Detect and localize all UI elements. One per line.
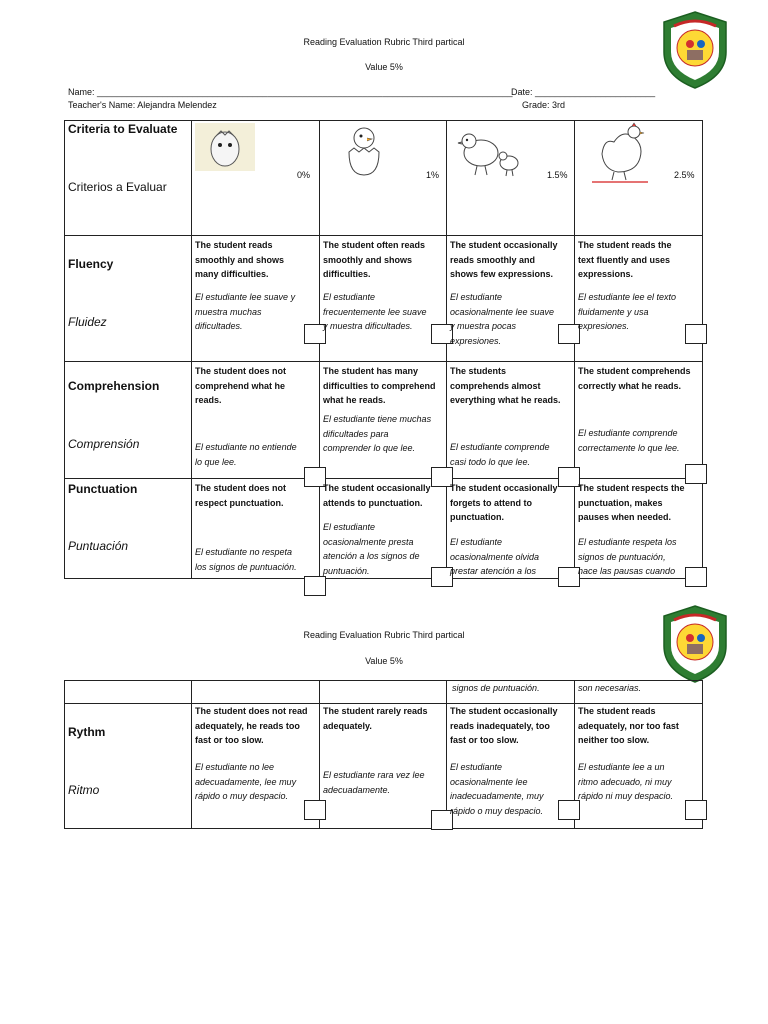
cell-line: rápido ni muy despacio. bbox=[578, 791, 674, 801]
score-checkbox[interactable] bbox=[304, 800, 326, 820]
criterion-rythm-es: Ritmo bbox=[68, 783, 100, 797]
cell-line: ocasionalmente lee bbox=[450, 776, 528, 787]
criterion-comprehension-es: Comprensión bbox=[68, 437, 140, 451]
chick-icon bbox=[457, 125, 525, 180]
cell-line: hace las pausas cuando bbox=[578, 566, 676, 576]
cell-line: El estudiante bbox=[450, 762, 503, 772]
rubric-cell-es bbox=[450, 760, 570, 818]
cell-line: adecuadamente, lee muy bbox=[195, 776, 297, 787]
cell-line: smoothly and shows bbox=[323, 254, 413, 265]
rubric-cell-es bbox=[450, 440, 570, 469]
rubric-cell-en bbox=[195, 364, 315, 408]
cell-line: The student does not bbox=[195, 366, 286, 376]
cell-line: expressions. bbox=[578, 269, 634, 279]
level-pct-0: 0% bbox=[297, 170, 311, 180]
cell-line: what he reads. bbox=[323, 395, 386, 405]
cell-line: signos de puntuación, bbox=[578, 551, 666, 562]
rubric-cell-en bbox=[323, 481, 443, 510]
cell-line: El estudiante tiene muchas bbox=[323, 414, 432, 424]
cell-line: The students bbox=[450, 366, 507, 376]
cell-line: rápido o muy despacio. bbox=[195, 791, 289, 801]
cell-line: reads smoothly and bbox=[450, 254, 536, 265]
cell-line: adequately. bbox=[323, 720, 372, 731]
cell-line: El estudiante no respeta bbox=[195, 547, 293, 557]
cell-line: The student occasionally bbox=[323, 483, 431, 493]
rubric-cell-es bbox=[578, 290, 698, 334]
rubric-cell-en bbox=[323, 364, 443, 408]
cell-line: The student respects the bbox=[578, 483, 685, 493]
cell-line: El estudiante lee a un bbox=[578, 762, 665, 772]
rubric-cell-en bbox=[195, 704, 315, 748]
rubric-table-page2 bbox=[64, 680, 703, 830]
cell-line: fast or too slow. bbox=[195, 735, 264, 745]
cell-line: ocasionalmente lee suave bbox=[450, 306, 555, 317]
cell-line: The student reads bbox=[195, 240, 273, 250]
cell-line: frecuentemente lee suave bbox=[323, 306, 427, 317]
hen-icon bbox=[592, 122, 648, 184]
cell-line: casi todo lo que lee. bbox=[450, 456, 531, 467]
cell-line: puntuación. bbox=[323, 565, 370, 576]
cell-line: The student comprehends bbox=[578, 366, 691, 376]
cell-line: respect punctuation. bbox=[195, 497, 284, 508]
rubric-cell-en bbox=[578, 481, 698, 525]
cell-line: comprender lo que lee. bbox=[323, 443, 416, 453]
cell-line: correctamente lo que lee. bbox=[578, 442, 680, 453]
document-title-page2: Reading Evaluation Rubric Third partical bbox=[303, 630, 465, 640]
cell-line: El estudiante comprende bbox=[578, 428, 678, 438]
rubric-cell-en bbox=[578, 238, 698, 282]
score-checkbox[interactable] bbox=[685, 800, 707, 820]
cell-line: fast or too slow. bbox=[450, 735, 519, 745]
date-field[interactable]: Date: ________________________ bbox=[511, 87, 656, 97]
score-checkbox[interactable] bbox=[685, 567, 707, 587]
criterion-fluency-es: Fluidez bbox=[68, 315, 107, 329]
score-checkbox[interactable] bbox=[558, 324, 580, 344]
rubric-cell-en bbox=[450, 238, 570, 282]
cell-line: attends to punctuation. bbox=[323, 497, 423, 508]
cell-line: The student often reads bbox=[323, 240, 426, 250]
cell-line: El estudiante no entiende bbox=[195, 442, 297, 452]
document-title: Reading Evaluation Rubric Third partical bbox=[303, 37, 465, 47]
criterion-fluency: Fluency bbox=[68, 257, 114, 271]
document-value-page2: Value 5% bbox=[365, 656, 403, 666]
rubric-cell-es bbox=[450, 535, 570, 579]
cell-line: prestar atención a los bbox=[450, 566, 537, 576]
cell-line: dificultades. bbox=[195, 321, 243, 331]
level-pct-1: 1% bbox=[426, 170, 440, 180]
rubric-cell-en bbox=[578, 364, 698, 393]
cell-line: El estudiante bbox=[450, 292, 503, 302]
score-checkbox[interactable] bbox=[685, 324, 707, 344]
cell-line: The student occasionally bbox=[450, 240, 558, 250]
cell-line: neither too slow. bbox=[578, 735, 650, 745]
cell-line: correctly what he reads. bbox=[578, 380, 682, 391]
cell-line: inadecuadamente, muy bbox=[450, 791, 544, 801]
cell-line: El estudiante bbox=[450, 537, 503, 547]
rubric-cell-en bbox=[450, 481, 570, 525]
grade-label: Grade: 3rd bbox=[522, 100, 566, 110]
document-value: Value 5% bbox=[365, 62, 403, 72]
criterion-punctuation: Punctuation bbox=[68, 482, 138, 496]
cell-line: El estudiante rara vez lee bbox=[323, 770, 425, 780]
rubric-cell-es bbox=[195, 545, 315, 574]
cell-line: y muestra pocas bbox=[450, 321, 517, 331]
cell-line: expresiones. bbox=[578, 321, 630, 331]
cell-line: reads. bbox=[195, 395, 222, 405]
hatching-chick-icon bbox=[339, 120, 389, 180]
cell-line: ocasionalmente presta bbox=[323, 536, 414, 547]
cell-line: El estudiante comprende bbox=[450, 442, 550, 452]
cell-line: difficulties. bbox=[323, 269, 371, 279]
rubric-table bbox=[64, 120, 703, 579]
cell-line: many difficulties. bbox=[195, 269, 269, 279]
criterion-punctuation-es: Puntuación bbox=[68, 539, 129, 553]
rubric-cell-en bbox=[450, 364, 570, 408]
cell-line: The student reads bbox=[578, 706, 656, 716]
rubric-cell-es bbox=[578, 535, 698, 579]
rubric-cell-es bbox=[578, 426, 698, 455]
cell-line: shows few expressions. bbox=[450, 269, 554, 279]
cell-line: adequately, he reads too bbox=[195, 720, 300, 731]
cell-line: The student occasionally bbox=[450, 483, 558, 493]
criterion-rythm: Rythm bbox=[68, 725, 106, 739]
cell-line: The student reads the bbox=[578, 240, 672, 250]
cell-line: everything what he reads. bbox=[450, 395, 561, 405]
criteria-heading-es: Criterios a Evaluar bbox=[68, 180, 167, 194]
rubric-cell-es bbox=[195, 440, 315, 469]
score-checkbox[interactable] bbox=[558, 800, 580, 820]
cell-line: reads inadequately, too bbox=[450, 720, 550, 731]
cell-line: rápido o muy despacio. bbox=[450, 805, 544, 816]
cell-line: smoothly and shows bbox=[195, 254, 285, 265]
cell-line: dificultades para bbox=[323, 428, 389, 439]
cell-line: pauses when needed. bbox=[578, 512, 672, 522]
continuation-cell-3: son necesarias. bbox=[578, 683, 642, 693]
score-checkbox[interactable] bbox=[304, 576, 326, 596]
cell-line: adecuadamente. bbox=[323, 784, 391, 795]
cell-line: El estudiante lee suave y bbox=[195, 292, 296, 302]
rubric-cell-en bbox=[450, 704, 570, 748]
cell-line: text fluently and uses bbox=[578, 254, 671, 265]
rubric-cell-es bbox=[578, 760, 698, 804]
cell-line: atención a los signos de bbox=[323, 551, 420, 561]
cell-line: The student has many bbox=[323, 366, 419, 376]
name-field[interactable]: Name: ___________________________________________________________________________________ bbox=[68, 87, 513, 97]
rubric-cell-es bbox=[195, 290, 315, 334]
school-logo bbox=[660, 10, 730, 90]
rubric-cell-es bbox=[323, 520, 443, 578]
cell-line: ritmo adecuado, ni muy bbox=[578, 776, 672, 787]
cell-line: muestra muchas bbox=[195, 306, 262, 317]
cell-line: El estudiante respeta los bbox=[578, 537, 677, 547]
rubric-cell-en bbox=[578, 704, 698, 748]
cell-line: comprehends almost bbox=[450, 380, 541, 391]
cell-line: adequately, nor too fast bbox=[578, 720, 679, 731]
rubric-cell-es bbox=[323, 412, 443, 456]
cell-line: y muestra dificultades. bbox=[323, 321, 413, 331]
cell-line: difficulties to comprehend bbox=[323, 380, 436, 391]
cell-line: forgets to attend to bbox=[450, 497, 532, 508]
cell-line: The student does not bbox=[195, 483, 286, 493]
cell-line: punctuation, makes bbox=[578, 497, 663, 508]
criterion-comprehension: Comprehension bbox=[68, 379, 160, 393]
rubric-cell-en bbox=[323, 238, 443, 282]
cell-line: El estudiante lee el texto bbox=[578, 292, 677, 302]
rubric-cell-es bbox=[323, 290, 443, 334]
cell-line: El estudiante bbox=[323, 522, 376, 532]
cell-line: The student rarely reads bbox=[323, 706, 428, 716]
rubric-cell-en bbox=[195, 481, 315, 510]
cell-line: ocasionalmente olvida bbox=[450, 551, 540, 562]
rubric-cell-en bbox=[195, 238, 315, 282]
cell-line: punctuation. bbox=[450, 512, 504, 522]
rubric-cell-en bbox=[323, 704, 443, 733]
cell-line: El estudiante bbox=[323, 292, 376, 302]
cell-line: The student occasionally bbox=[450, 706, 558, 716]
egg-icon bbox=[195, 123, 255, 171]
level-pct-3: 2.5% bbox=[674, 170, 695, 180]
cell-line: expresiones. bbox=[450, 335, 502, 346]
rubric-cell-es bbox=[450, 290, 570, 348]
cell-line: fluidamente y usa bbox=[578, 306, 649, 317]
cell-line: lo que lee. bbox=[195, 456, 237, 467]
cell-line: comprehend what he bbox=[195, 380, 286, 391]
school-logo-page2 bbox=[660, 604, 730, 684]
criteria-heading-en: Criteria to Evaluate bbox=[68, 122, 178, 136]
score-checkbox[interactable] bbox=[558, 567, 580, 587]
continuation-cell-2: signos de puntuación. bbox=[452, 683, 540, 693]
teacher-name: Teacher's Name: Alejandra Melendez bbox=[68, 100, 217, 110]
cell-line: los signos de puntuación. bbox=[195, 561, 297, 572]
rubric-cell-es bbox=[323, 768, 443, 797]
cell-line: The student does not read bbox=[195, 706, 308, 716]
rubric-cell-es bbox=[195, 760, 315, 804]
cell-line: El estudiante no lee bbox=[195, 762, 275, 772]
level-pct-2: 1.5% bbox=[547, 170, 568, 180]
